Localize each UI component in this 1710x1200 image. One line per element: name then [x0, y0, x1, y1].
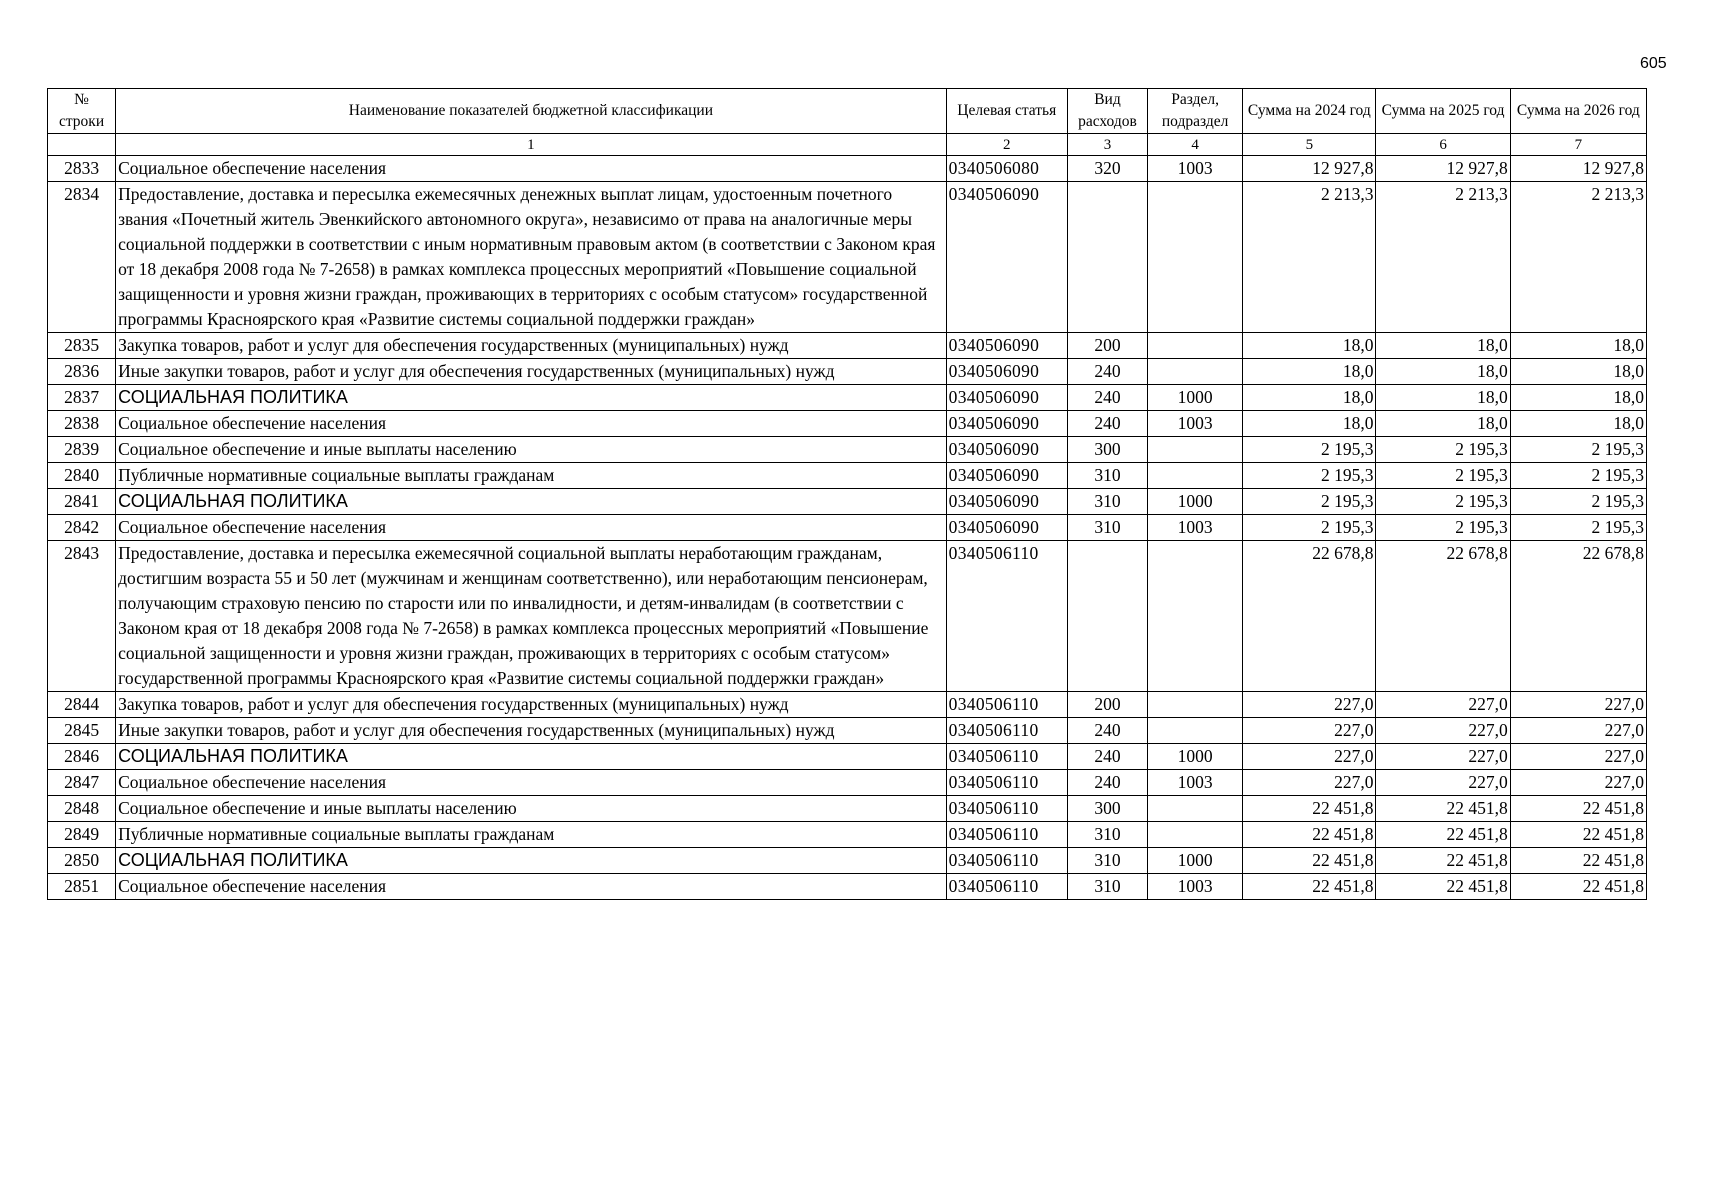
row-number: 2833	[48, 156, 116, 182]
expense-type: 300	[1067, 437, 1147, 463]
expense-type: 310	[1067, 463, 1147, 489]
indicator-name: Социальное обеспечение населения	[116, 411, 947, 437]
sum-2025: 227,0	[1376, 770, 1510, 796]
indicator-name: СОЦИАЛЬНАЯ ПОЛИТИКА	[116, 744, 947, 770]
header-expense-type: Вид расходов	[1067, 89, 1147, 134]
target-article: 0340506090	[946, 182, 1067, 333]
expense-type: 200	[1067, 333, 1147, 359]
table-row	[48, 489, 1647, 515]
sum-2024: 2 195,3	[1243, 489, 1376, 515]
expense-type: 240	[1067, 385, 1147, 411]
sum-2026: 227,0	[1510, 692, 1646, 718]
expense-type	[1067, 541, 1147, 692]
section-code	[1148, 692, 1243, 718]
row-number: 2840	[48, 463, 116, 489]
table-row	[48, 515, 1647, 541]
column-number: 5	[1243, 134, 1376, 156]
table-row	[48, 156, 1647, 182]
table-row	[48, 359, 1647, 385]
row-number: 2844	[48, 692, 116, 718]
table-row	[48, 385, 1647, 411]
sum-2024: 2 213,3	[1243, 182, 1376, 333]
sum-2026: 22 451,8	[1510, 874, 1646, 900]
section-code: 1003	[1148, 515, 1243, 541]
table-row	[48, 822, 1647, 848]
table-row	[48, 463, 1647, 489]
sum-2024: 18,0	[1243, 385, 1376, 411]
page-number: 605	[1640, 55, 1667, 72]
section-code	[1148, 463, 1243, 489]
column-number: 1	[116, 134, 947, 156]
expense-type: 240	[1067, 744, 1147, 770]
sum-2025: 2 213,3	[1376, 182, 1510, 333]
row-number: 2847	[48, 770, 116, 796]
target-article: 0340506110	[946, 744, 1067, 770]
table-row	[48, 182, 1647, 333]
table-row	[48, 411, 1647, 437]
sum-2025: 22 451,8	[1376, 822, 1510, 848]
indicator-name: Социальное обеспечение и иные выплаты населению	[116, 437, 947, 463]
target-article: 0340506110	[946, 541, 1067, 692]
sum-2025: 22 451,8	[1376, 796, 1510, 822]
indicator-name: Иные закупки товаров, работ и услуг для обеспечения государственных (муниципальных) нужд	[116, 359, 947, 385]
table-row	[48, 333, 1647, 359]
sum-2026: 22 678,8	[1510, 541, 1646, 692]
sum-2024: 227,0	[1243, 718, 1376, 744]
column-number: 7	[1510, 134, 1646, 156]
indicator-name: Социальное обеспечение населения	[116, 515, 947, 541]
header-section: Раздел, подраздел	[1148, 89, 1243, 134]
indicator-name: Закупка товаров, работ и услуг для обеспечения государственных (муниципальных) нужд	[116, 692, 947, 718]
sum-2024: 2 195,3	[1243, 515, 1376, 541]
sum-2026: 227,0	[1510, 770, 1646, 796]
sum-2025: 18,0	[1376, 411, 1510, 437]
table-row	[48, 541, 1647, 692]
target-article: 0340506110	[946, 692, 1067, 718]
row-number: 2838	[48, 411, 116, 437]
target-article: 0340506090	[946, 437, 1067, 463]
header-target-article: Целевая статья	[946, 89, 1067, 134]
sum-2024: 18,0	[1243, 359, 1376, 385]
expense-type: 240	[1067, 770, 1147, 796]
expense-type: 300	[1067, 796, 1147, 822]
table-body	[48, 156, 1647, 900]
sum-2024: 12 927,8	[1243, 156, 1376, 182]
target-article: 0340506110	[946, 822, 1067, 848]
indicator-name: Социальное обеспечение населения	[116, 156, 947, 182]
sum-2026: 2 213,3	[1510, 182, 1646, 333]
sum-2025: 2 195,3	[1376, 437, 1510, 463]
expense-type: 320	[1067, 156, 1147, 182]
expense-type: 200	[1067, 692, 1147, 718]
row-number: 2841	[48, 489, 116, 515]
target-article: 0340506110	[946, 770, 1067, 796]
expense-type: 310	[1067, 515, 1147, 541]
sum-2025: 22 678,8	[1376, 541, 1510, 692]
column-number: 2	[946, 134, 1067, 156]
indicator-name: СОЦИАЛЬНАЯ ПОЛИТИКА	[116, 489, 947, 515]
target-article: 0340506110	[946, 718, 1067, 744]
header-sum-2025: Сумма на 2025 год	[1376, 89, 1510, 134]
target-article: 0340506090	[946, 411, 1067, 437]
target-article: 0340506110	[946, 848, 1067, 874]
sum-2024: 2 195,3	[1243, 463, 1376, 489]
indicator-name: Публичные нормативные социальные выплаты гражданам	[116, 463, 947, 489]
table-row	[48, 744, 1647, 770]
sum-2026: 22 451,8	[1510, 822, 1646, 848]
column-number	[48, 134, 116, 156]
sum-2026: 18,0	[1510, 411, 1646, 437]
sum-2025: 22 451,8	[1376, 874, 1510, 900]
section-code	[1148, 333, 1243, 359]
expense-type: 310	[1067, 848, 1147, 874]
row-number: 2842	[48, 515, 116, 541]
column-number: 6	[1376, 134, 1510, 156]
indicator-name: Иные закупки товаров, работ и услуг для обеспечения государственных (муниципальных) нужд	[116, 718, 947, 744]
table-row	[48, 692, 1647, 718]
section-code: 1000	[1148, 385, 1243, 411]
sum-2026: 227,0	[1510, 718, 1646, 744]
sum-2025: 12 927,8	[1376, 156, 1510, 182]
sum-2025: 227,0	[1376, 692, 1510, 718]
sum-2026: 22 451,8	[1510, 848, 1646, 874]
header-sum-2024: Сумма на 2024 год	[1243, 89, 1376, 134]
sum-2026: 12 927,8	[1510, 156, 1646, 182]
section-code	[1148, 437, 1243, 463]
target-article: 0340506110	[946, 796, 1067, 822]
indicator-name: Предоставление, доставка и пересылка ежемесячной социальной выплаты неработающим гражданам, достигшим возраста 55 и 50 лет (мужчинам и женщинам соответственно), или неработающим пенсионерам, получающим страховую пенсию по старости или по инвалидности, и детям-инвалидам (в соответствии с Законом края от 18 декабря 2008 года № 7-2658) в рамках комплекса процессных мероприятий «Повышение социальной защищенности и уровня жизни граждан, проживающих в территориях с особым статусом» государственной программы Красноярского края «Развитие системы социальной поддержки граждан»	[116, 541, 947, 692]
indicator-name: Закупка товаров, работ и услуг для обеспечения государственных (муниципальных) нужд	[116, 333, 947, 359]
section-code: 1003	[1148, 874, 1243, 900]
target-article: 0340506090	[946, 385, 1067, 411]
header-indicator-name: Наименование показателей бюджетной классификации	[116, 89, 947, 134]
row-number: 2845	[48, 718, 116, 744]
row-number: 2851	[48, 874, 116, 900]
section-code	[1148, 822, 1243, 848]
header-sum-2026: Сумма на 2026 год	[1510, 89, 1646, 134]
sum-2024: 227,0	[1243, 770, 1376, 796]
sum-2024: 22 451,8	[1243, 848, 1376, 874]
sum-2026: 227,0	[1510, 744, 1646, 770]
target-article: 0340506090	[946, 463, 1067, 489]
sum-2025: 18,0	[1376, 333, 1510, 359]
expense-type: 310	[1067, 489, 1147, 515]
indicator-name: СОЦИАЛЬНАЯ ПОЛИТИКА	[116, 848, 947, 874]
column-number-row	[48, 134, 1647, 156]
sum-2026: 2 195,3	[1510, 515, 1646, 541]
sum-2024: 18,0	[1243, 411, 1376, 437]
sum-2025: 18,0	[1376, 385, 1510, 411]
table-row	[48, 437, 1647, 463]
section-code	[1148, 359, 1243, 385]
indicator-name: Социальное обеспечение населения	[116, 874, 947, 900]
sum-2025: 227,0	[1376, 744, 1510, 770]
sum-2024: 227,0	[1243, 692, 1376, 718]
row-number: 2834	[48, 182, 116, 333]
budget-table	[47, 88, 1647, 900]
sum-2025: 22 451,8	[1376, 848, 1510, 874]
section-code	[1148, 796, 1243, 822]
row-number: 2846	[48, 744, 116, 770]
expense-type: 310	[1067, 874, 1147, 900]
section-code	[1148, 182, 1243, 333]
sum-2026: 2 195,3	[1510, 489, 1646, 515]
table-row	[48, 770, 1647, 796]
row-number: 2849	[48, 822, 116, 848]
indicator-name: Социальное обеспечение населения	[116, 770, 947, 796]
expense-type: 240	[1067, 359, 1147, 385]
expense-type: 310	[1067, 822, 1147, 848]
row-number: 2839	[48, 437, 116, 463]
column-number: 4	[1148, 134, 1243, 156]
row-number: 2835	[48, 333, 116, 359]
sum-2025: 227,0	[1376, 718, 1510, 744]
sum-2026: 2 195,3	[1510, 463, 1646, 489]
column-number: 3	[1067, 134, 1147, 156]
target-article: 0340506090	[946, 515, 1067, 541]
section-code: 1000	[1148, 489, 1243, 515]
section-code: 1000	[1148, 848, 1243, 874]
expense-type: 240	[1067, 718, 1147, 744]
target-article: 0340506080	[946, 156, 1067, 182]
section-code: 1000	[1148, 744, 1243, 770]
section-code	[1148, 718, 1243, 744]
expense-type: 240	[1067, 411, 1147, 437]
row-number: 2843	[48, 541, 116, 692]
indicator-name: Социальное обеспечение и иные выплаты населению	[116, 796, 947, 822]
indicator-name: Предоставление, доставка и пересылка ежемесячных денежных выплат лицам, удостоенным почетного звания «Почетный житель Эвенкийского автономного округа», независимо от права на аналогичные меры социальной поддержки в соответствии с иным нормативным правовым актом (в соответствии с Законом края от 18 декабря 2008 года № 7-2658) в рамках комплекса процессных мероприятий «Повышение социальной защищенности и уровня жизни граждан, проживающих в территориях с особым статусом» государственной программы Красноярского края «Развитие системы социальной поддержки граждан»	[116, 182, 947, 333]
row-number: 2850	[48, 848, 116, 874]
indicator-name: СОЦИАЛЬНАЯ ПОЛИТИКА	[116, 385, 947, 411]
expense-type	[1067, 182, 1147, 333]
sum-2024: 22 451,8	[1243, 822, 1376, 848]
sum-2026: 2 195,3	[1510, 437, 1646, 463]
sum-2025: 2 195,3	[1376, 463, 1510, 489]
header-row-number: № строки	[48, 89, 116, 134]
table-header-row	[48, 89, 1647, 134]
table-row	[48, 796, 1647, 822]
sum-2026: 18,0	[1510, 333, 1646, 359]
sum-2026: 18,0	[1510, 359, 1646, 385]
sum-2024: 22 451,8	[1243, 874, 1376, 900]
target-article: 0340506090	[946, 489, 1067, 515]
sum-2025: 2 195,3	[1376, 489, 1510, 515]
sum-2024: 2 195,3	[1243, 437, 1376, 463]
table-row	[48, 874, 1647, 900]
section-code: 1003	[1148, 411, 1243, 437]
section-code: 1003	[1148, 156, 1243, 182]
row-number: 2837	[48, 385, 116, 411]
sum-2024: 22 451,8	[1243, 796, 1376, 822]
target-article: 0340506090	[946, 333, 1067, 359]
target-article: 0340506110	[946, 874, 1067, 900]
sum-2026: 18,0	[1510, 385, 1646, 411]
indicator-name: Публичные нормативные социальные выплаты гражданам	[116, 822, 947, 848]
sum-2026: 22 451,8	[1510, 796, 1646, 822]
sum-2024: 18,0	[1243, 333, 1376, 359]
table-row	[48, 848, 1647, 874]
target-article: 0340506090	[946, 359, 1067, 385]
section-code	[1148, 541, 1243, 692]
section-code: 1003	[1148, 770, 1243, 796]
row-number: 2848	[48, 796, 116, 822]
sum-2025: 18,0	[1376, 359, 1510, 385]
sum-2024: 22 678,8	[1243, 541, 1376, 692]
sum-2024: 227,0	[1243, 744, 1376, 770]
row-number: 2836	[48, 359, 116, 385]
sum-2025: 2 195,3	[1376, 515, 1510, 541]
table-row	[48, 718, 1647, 744]
